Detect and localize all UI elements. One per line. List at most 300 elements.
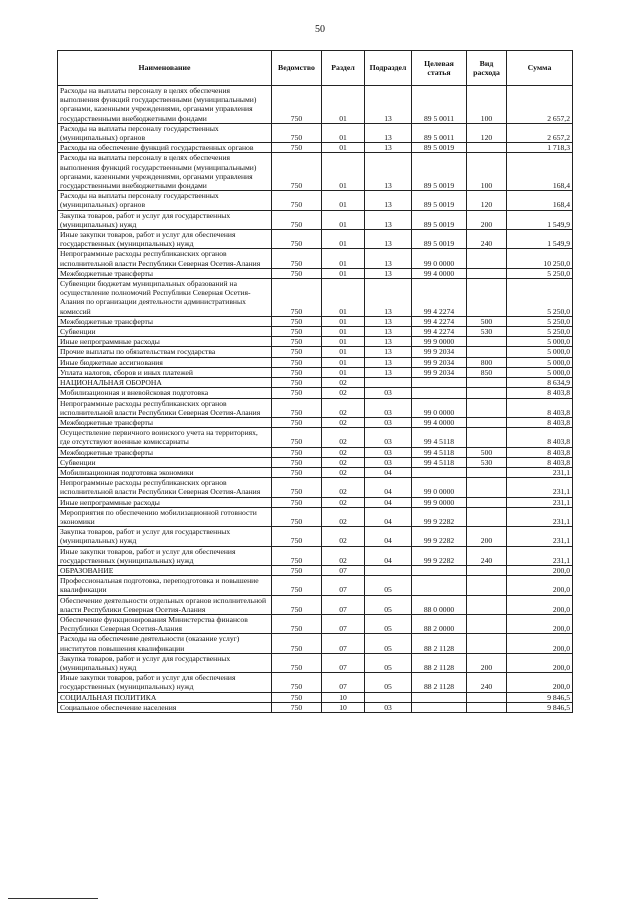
table-row bbox=[58, 337, 573, 347]
cell-vedomstvo: 750 bbox=[272, 327, 322, 337]
cell-name: Прочие выплаты по обязательствам государства bbox=[58, 347, 272, 357]
table-row bbox=[58, 527, 573, 546]
cell-sum: 231,1 bbox=[507, 546, 573, 565]
cell-name: Обеспечение деятельности отдельных органов исполнительной власти Республики Северная Осетия-Алания bbox=[58, 595, 272, 614]
cell-podrazdel: 13 bbox=[365, 279, 412, 317]
cell-podrazdel: 13 bbox=[365, 337, 412, 347]
cell-target-article bbox=[412, 388, 467, 398]
table-row bbox=[58, 692, 573, 702]
cell-target-article bbox=[412, 576, 467, 595]
cell-target-article: 99 9 2282 bbox=[412, 527, 467, 546]
cell-target-article: 99 9 0000 bbox=[412, 337, 467, 347]
header-razdel: Раздел bbox=[322, 51, 365, 86]
cell-target-article: 99 4 0000 bbox=[412, 268, 467, 278]
cell-podrazdel bbox=[365, 565, 412, 575]
table-row bbox=[58, 378, 573, 388]
cell-name: Мероприятия по обеспечению мобилизационной готовности экономики bbox=[58, 507, 272, 526]
cell-podrazdel: 05 bbox=[365, 653, 412, 672]
cell-target-article: 99 0 0000 bbox=[412, 249, 467, 268]
cell-sum: 9 846,5 bbox=[507, 702, 573, 712]
cell-razdel: 01 bbox=[322, 143, 365, 153]
cell-vedomstvo: 750 bbox=[272, 191, 322, 210]
cell-sum: 5 250,0 bbox=[507, 316, 573, 326]
cell-target-article: 89 5 0019 bbox=[412, 191, 467, 210]
cell-podrazdel: 13 bbox=[365, 86, 412, 124]
cell-name: Непрограммные расходы республиканских органов исполнительной власти Республики Северная Осетия-Алания bbox=[58, 249, 272, 268]
cell-vedomstvo: 750 bbox=[272, 210, 322, 229]
cell-vedomstvo: 750 bbox=[272, 153, 322, 191]
table-header-row bbox=[58, 51, 573, 86]
cell-razdel: 01 bbox=[322, 367, 365, 377]
page-number: 50 bbox=[315, 24, 325, 35]
cell-expense-type bbox=[467, 279, 507, 317]
cell-sum: 200,0 bbox=[507, 576, 573, 595]
cell-target-article bbox=[412, 702, 467, 712]
cell-target-article bbox=[412, 467, 467, 477]
cell-sum: 5 000,0 bbox=[507, 347, 573, 357]
table-row bbox=[58, 634, 573, 653]
cell-sum: 5 000,0 bbox=[507, 337, 573, 347]
cell-sum: 8 403,8 bbox=[507, 398, 573, 417]
cell-sum: 200,0 bbox=[507, 614, 573, 633]
cell-target-article: 89 5 0019 bbox=[412, 143, 467, 153]
cell-vedomstvo: 750 bbox=[272, 417, 322, 427]
cell-vedomstvo: 750 bbox=[272, 378, 322, 388]
cell-sum: 8 403,8 bbox=[507, 428, 573, 447]
cell-expense-type bbox=[467, 249, 507, 268]
cell-podrazdel: 03 bbox=[365, 398, 412, 417]
cell-target-article: 89 5 0019 bbox=[412, 210, 467, 229]
cell-target-article: 99 0 0000 bbox=[412, 478, 467, 497]
cell-name: Социальное обеспечение населения bbox=[58, 702, 272, 712]
table-row bbox=[58, 143, 573, 153]
table-row bbox=[58, 347, 573, 357]
cell-sum: 231,1 bbox=[507, 527, 573, 546]
cell-name: Непрограммные расходы республиканских органов исполнительной власти Республики Северная Осетия-Алания bbox=[58, 398, 272, 417]
cell-name: Осуществление первичного воинского учета на территориях, где отсутствуют военные комиссариаты bbox=[58, 428, 272, 447]
cell-name: Иные бюджетные ассигнования bbox=[58, 357, 272, 367]
cell-name: Иные непрограммные расходы bbox=[58, 497, 272, 507]
cell-razdel: 10 bbox=[322, 702, 365, 712]
cell-podrazdel: 13 bbox=[365, 249, 412, 268]
cell-razdel: 01 bbox=[322, 191, 365, 210]
cell-razdel: 07 bbox=[322, 614, 365, 633]
cell-name: Межбюджетные трансферты bbox=[58, 417, 272, 427]
cell-name: Мобилизационная подготовка экономики bbox=[58, 467, 272, 477]
cell-podrazdel: 13 bbox=[365, 191, 412, 210]
cell-razdel: 02 bbox=[322, 507, 365, 526]
cell-razdel: 02 bbox=[322, 447, 365, 457]
cell-target-article: 89 5 0011 bbox=[412, 123, 467, 142]
cell-name: Закупка товаров, работ и услуг для государственных (муниципальных) нужд bbox=[58, 527, 272, 546]
cell-vedomstvo: 750 bbox=[272, 673, 322, 692]
cell-podrazdel: 13 bbox=[365, 316, 412, 326]
table-row bbox=[58, 230, 573, 249]
cell-podrazdel: 13 bbox=[365, 268, 412, 278]
cell-expense-type: 100 bbox=[467, 153, 507, 191]
header-sum: Сумма bbox=[507, 51, 573, 86]
cell-name: Непрограммные расходы республиканских органов исполнительной власти Республики Северная Осетия-Алания bbox=[58, 478, 272, 497]
cell-expense-type: 530 bbox=[467, 327, 507, 337]
cell-podrazdel: 04 bbox=[365, 507, 412, 526]
cell-target-article: 88 0 0000 bbox=[412, 595, 467, 614]
cell-podrazdel: 13 bbox=[365, 210, 412, 229]
table-row bbox=[58, 507, 573, 526]
cell-podrazdel: 13 bbox=[365, 347, 412, 357]
cell-razdel: 07 bbox=[322, 565, 365, 575]
cell-podrazdel: 13 bbox=[365, 153, 412, 191]
cell-razdel: 02 bbox=[322, 417, 365, 427]
cell-target-article: 88 2 1128 bbox=[412, 634, 467, 653]
cell-name: Уплата налогов, сборов и иных платежей bbox=[58, 367, 272, 377]
cell-sum: 5 000,0 bbox=[507, 357, 573, 367]
table-row bbox=[58, 417, 573, 427]
cell-target-article: 99 9 0000 bbox=[412, 497, 467, 507]
cell-razdel: 01 bbox=[322, 316, 365, 326]
cell-expense-type bbox=[467, 378, 507, 388]
cell-podrazdel bbox=[365, 692, 412, 702]
cell-podrazdel: 03 bbox=[365, 702, 412, 712]
cell-vedomstvo: 750 bbox=[272, 497, 322, 507]
cell-podrazdel: 04 bbox=[365, 497, 412, 507]
header-vedomstvo: Ведомство bbox=[272, 51, 322, 86]
cell-expense-type: 200 bbox=[467, 653, 507, 672]
cell-razdel: 02 bbox=[322, 478, 365, 497]
cell-razdel: 01 bbox=[322, 268, 365, 278]
cell-expense-type: 200 bbox=[467, 210, 507, 229]
cell-expense-type bbox=[467, 692, 507, 702]
cell-name: НАЦИОНАЛЬНАЯ ОБОРОНА bbox=[58, 378, 272, 388]
cell-podrazdel: 04 bbox=[365, 527, 412, 546]
cell-name: Мобилизационная и вневойсковая подготовка bbox=[58, 388, 272, 398]
cell-expense-type bbox=[467, 478, 507, 497]
cell-vedomstvo: 750 bbox=[272, 428, 322, 447]
cell-expense-type: 240 bbox=[467, 673, 507, 692]
cell-razdel: 07 bbox=[322, 634, 365, 653]
cell-name: Расходы на обеспечение деятельности (оказание услуг) институтов повышения квалификации bbox=[58, 634, 272, 653]
cell-expense-type: 800 bbox=[467, 357, 507, 367]
cell-expense-type: 120 bbox=[467, 123, 507, 142]
cell-expense-type bbox=[467, 565, 507, 575]
table-row bbox=[58, 367, 573, 377]
cell-sum: 10 250,0 bbox=[507, 249, 573, 268]
cell-name: Иные непрограммные расходы bbox=[58, 337, 272, 347]
cell-sum: 200,0 bbox=[507, 595, 573, 614]
cell-vedomstvo: 750 bbox=[272, 230, 322, 249]
cell-name: Межбюджетные трансферты bbox=[58, 268, 272, 278]
cell-expense-type: 240 bbox=[467, 546, 507, 565]
table-row bbox=[58, 153, 573, 191]
cell-sum: 200,0 bbox=[507, 634, 573, 653]
cell-sum: 1 718,3 bbox=[507, 143, 573, 153]
cell-podrazdel: 03 bbox=[365, 388, 412, 398]
cell-sum: 231,1 bbox=[507, 478, 573, 497]
cell-sum: 231,1 bbox=[507, 497, 573, 507]
table-row bbox=[58, 576, 573, 595]
cell-expense-type bbox=[467, 702, 507, 712]
cell-target-article: 99 9 2034 bbox=[412, 367, 467, 377]
cell-target-article: 99 9 2282 bbox=[412, 546, 467, 565]
cell-expense-type bbox=[467, 388, 507, 398]
cell-sum: 9 846,5 bbox=[507, 692, 573, 702]
cell-vedomstvo: 750 bbox=[272, 507, 322, 526]
cell-sum: 2 657,2 bbox=[507, 123, 573, 142]
cell-name: Расходы на выплаты персоналу государственных (муниципальных) органов bbox=[58, 191, 272, 210]
cell-target-article: 89 5 0019 bbox=[412, 230, 467, 249]
cell-expense-type: 100 bbox=[467, 86, 507, 124]
cell-sum: 5 250,0 bbox=[507, 327, 573, 337]
cell-razdel: 02 bbox=[322, 527, 365, 546]
cell-target-article: 99 4 2274 bbox=[412, 279, 467, 317]
cell-razdel: 02 bbox=[322, 457, 365, 467]
cell-vedomstvo: 750 bbox=[272, 614, 322, 633]
cell-podrazdel: 03 bbox=[365, 447, 412, 457]
table-row bbox=[58, 86, 573, 124]
table-row bbox=[58, 191, 573, 210]
cell-target-article: 99 9 2034 bbox=[412, 357, 467, 367]
table-row bbox=[58, 457, 573, 467]
cell-sum: 8 403,8 bbox=[507, 417, 573, 427]
cell-target-article: 99 4 2274 bbox=[412, 316, 467, 326]
cell-name: Иные закупки товаров, работ и услуг для обеспечения государственных (муниципальных) нужд bbox=[58, 230, 272, 249]
cell-vedomstvo: 750 bbox=[272, 316, 322, 326]
header-podrazdel: Подраздел bbox=[365, 51, 412, 86]
cell-razdel: 07 bbox=[322, 673, 365, 692]
table-row bbox=[58, 398, 573, 417]
cell-podrazdel: 05 bbox=[365, 614, 412, 633]
cell-vedomstvo: 750 bbox=[272, 457, 322, 467]
table-row bbox=[58, 565, 573, 575]
cell-target-article bbox=[412, 692, 467, 702]
cell-vedomstvo: 750 bbox=[272, 565, 322, 575]
cell-podrazdel: 04 bbox=[365, 478, 412, 497]
cell-razdel: 01 bbox=[322, 337, 365, 347]
cell-target-article: 89 5 0019 bbox=[412, 153, 467, 191]
cell-target-article: 88 2 1128 bbox=[412, 653, 467, 672]
cell-sum: 5 250,0 bbox=[507, 279, 573, 317]
cell-podrazdel: 13 bbox=[365, 327, 412, 337]
cell-sum: 8 403,8 bbox=[507, 457, 573, 467]
cell-podrazdel: 05 bbox=[365, 576, 412, 595]
cell-vedomstvo: 750 bbox=[272, 595, 322, 614]
budget-table bbox=[57, 50, 573, 713]
table-row bbox=[58, 316, 573, 326]
cell-expense-type: 500 bbox=[467, 447, 507, 457]
table-row bbox=[58, 653, 573, 672]
cell-sum: 200,0 bbox=[507, 673, 573, 692]
cell-vedomstvo: 750 bbox=[272, 398, 322, 417]
cell-razdel: 07 bbox=[322, 653, 365, 672]
cell-podrazdel bbox=[365, 378, 412, 388]
cell-name: Расходы на выплаты персоналу в целях обеспечения выполнения функций государственными (муниципальными) органами, казенными учреждениями, органами управления государственными внебюджетными фондами bbox=[58, 86, 272, 124]
cell-expense-type bbox=[467, 337, 507, 347]
cell-sum: 2 657,2 bbox=[507, 86, 573, 124]
table-row bbox=[58, 327, 573, 337]
table-row bbox=[58, 702, 573, 712]
cell-target-article: 99 4 0000 bbox=[412, 417, 467, 427]
cell-target-article: 99 0 0000 bbox=[412, 398, 467, 417]
cell-vedomstvo: 750 bbox=[272, 357, 322, 367]
cell-razdel: 01 bbox=[322, 86, 365, 124]
table-row bbox=[58, 595, 573, 614]
cell-razdel: 07 bbox=[322, 595, 365, 614]
cell-sum: 8 403,8 bbox=[507, 447, 573, 457]
table-row bbox=[58, 497, 573, 507]
cell-target-article bbox=[412, 565, 467, 575]
cell-podrazdel: 05 bbox=[365, 673, 412, 692]
cell-podrazdel: 05 bbox=[365, 595, 412, 614]
cell-vedomstvo: 750 bbox=[272, 447, 322, 457]
cell-name: Закупка товаров, работ и услуг для государственных (муниципальных) нужд bbox=[58, 653, 272, 672]
cell-razdel: 01 bbox=[322, 153, 365, 191]
cell-sum: 8 634,9 bbox=[507, 378, 573, 388]
cell-razdel: 01 bbox=[322, 357, 365, 367]
cell-target-article: 88 2 0000 bbox=[412, 614, 467, 633]
cell-podrazdel: 03 bbox=[365, 428, 412, 447]
cell-expense-type bbox=[467, 497, 507, 507]
cell-podrazdel: 03 bbox=[365, 457, 412, 467]
header-target-article: Целевая статья bbox=[412, 51, 467, 86]
cell-sum: 5 250,0 bbox=[507, 268, 573, 278]
cell-target-article: 99 4 5118 bbox=[412, 447, 467, 457]
table-row bbox=[58, 123, 573, 142]
cell-target-article: 88 2 1128 bbox=[412, 673, 467, 692]
table-row bbox=[58, 447, 573, 457]
cell-vedomstvo: 750 bbox=[272, 268, 322, 278]
cell-name: Межбюджетные трансферты bbox=[58, 447, 272, 457]
cell-expense-type bbox=[467, 428, 507, 447]
cell-name: ОБРАЗОВАНИЕ bbox=[58, 565, 272, 575]
cell-razdel: 01 bbox=[322, 210, 365, 229]
cell-expense-type bbox=[467, 595, 507, 614]
cell-name: Обеспечение функционирования Министерства финансов Республики Северная Осетия-Алания bbox=[58, 614, 272, 633]
cell-razdel: 02 bbox=[322, 398, 365, 417]
cell-name: Межбюджетные трансферты bbox=[58, 316, 272, 326]
cell-sum: 231,1 bbox=[507, 507, 573, 526]
cell-sum: 1 549,9 bbox=[507, 230, 573, 249]
cell-vedomstvo: 750 bbox=[272, 143, 322, 153]
cell-razdel: 02 bbox=[322, 546, 365, 565]
cell-vedomstvo: 750 bbox=[272, 692, 322, 702]
cell-vedomstvo: 750 bbox=[272, 576, 322, 595]
table-row bbox=[58, 268, 573, 278]
cell-vedomstvo: 750 bbox=[272, 467, 322, 477]
table-row bbox=[58, 546, 573, 565]
cell-target-article: 99 4 5118 bbox=[412, 428, 467, 447]
header-name: Наименование bbox=[58, 51, 272, 86]
cell-podrazdel: 13 bbox=[365, 230, 412, 249]
cell-razdel: 01 bbox=[322, 279, 365, 317]
cell-razdel: 01 bbox=[322, 327, 365, 337]
cell-expense-type bbox=[467, 576, 507, 595]
cell-expense-type: 500 bbox=[467, 316, 507, 326]
cell-vedomstvo: 750 bbox=[272, 527, 322, 546]
cell-expense-type bbox=[467, 614, 507, 633]
cell-target-article: 99 9 2282 bbox=[412, 507, 467, 526]
cell-vedomstvo: 750 bbox=[272, 653, 322, 672]
cell-name: Субвенции bbox=[58, 457, 272, 467]
cell-podrazdel: 13 bbox=[365, 123, 412, 142]
cell-sum: 200,0 bbox=[507, 653, 573, 672]
cell-target-article: 99 4 5118 bbox=[412, 457, 467, 467]
cell-vedomstvo: 750 bbox=[272, 347, 322, 357]
cell-name: Иные закупки товаров, работ и услуг для обеспечения государственных (муниципальных) нужд bbox=[58, 673, 272, 692]
cell-vedomstvo: 750 bbox=[272, 634, 322, 653]
cell-expense-type: 530 bbox=[467, 457, 507, 467]
table-row bbox=[58, 210, 573, 229]
table-row bbox=[58, 673, 573, 692]
cell-vedomstvo: 750 bbox=[272, 367, 322, 377]
cell-sum: 231,1 bbox=[507, 467, 573, 477]
cell-podrazdel: 13 bbox=[365, 367, 412, 377]
cell-razdel: 07 bbox=[322, 576, 365, 595]
cell-razdel: 01 bbox=[322, 230, 365, 249]
cell-target-article bbox=[412, 378, 467, 388]
footer-line bbox=[8, 898, 98, 899]
cell-expense-type bbox=[467, 507, 507, 526]
cell-vedomstvo: 750 bbox=[272, 249, 322, 268]
cell-sum: 8 403,8 bbox=[507, 388, 573, 398]
table-row bbox=[58, 614, 573, 633]
cell-expense-type: 120 bbox=[467, 191, 507, 210]
table-row bbox=[58, 478, 573, 497]
cell-name: Субвенции бюджетам муниципальных образований на осуществление полномочий Республики Северная Осетия-Алания по организации деятельности административных комиссий bbox=[58, 279, 272, 317]
table-row bbox=[58, 279, 573, 317]
cell-podrazdel: 05 bbox=[365, 634, 412, 653]
cell-razdel: 02 bbox=[322, 388, 365, 398]
table-row bbox=[58, 467, 573, 477]
cell-name: Иные закупки товаров, работ и услуг для обеспечения государственных (муниципальных) нужд bbox=[58, 546, 272, 565]
cell-razdel: 02 bbox=[322, 467, 365, 477]
cell-target-article: 99 9 2034 bbox=[412, 347, 467, 357]
cell-name: СОЦИАЛЬНАЯ ПОЛИТИКА bbox=[58, 692, 272, 702]
cell-sum: 168,4 bbox=[507, 191, 573, 210]
table-body bbox=[58, 86, 573, 713]
cell-podrazdel: 03 bbox=[365, 417, 412, 427]
table-row bbox=[58, 357, 573, 367]
cell-podrazdel: 13 bbox=[365, 357, 412, 367]
cell-sum: 1 549,9 bbox=[507, 210, 573, 229]
cell-vedomstvo: 750 bbox=[272, 546, 322, 565]
cell-target-article: 99 4 2274 bbox=[412, 327, 467, 337]
header-expense-type: Вид расхода bbox=[467, 51, 507, 86]
table-row bbox=[58, 249, 573, 268]
cell-name: Профессиональная подготовка, переподготовка и повышение квалификации bbox=[58, 576, 272, 595]
cell-podrazdel: 04 bbox=[365, 546, 412, 565]
cell-vedomstvo: 750 bbox=[272, 702, 322, 712]
cell-expense-type: 240 bbox=[467, 230, 507, 249]
cell-expense-type bbox=[467, 347, 507, 357]
cell-vedomstvo: 750 bbox=[272, 123, 322, 142]
cell-razdel: 01 bbox=[322, 347, 365, 357]
cell-sum: 168,4 bbox=[507, 153, 573, 191]
cell-razdel: 02 bbox=[322, 497, 365, 507]
cell-vedomstvo: 750 bbox=[272, 279, 322, 317]
table-row bbox=[58, 428, 573, 447]
cell-expense-type bbox=[467, 634, 507, 653]
cell-razdel: 01 bbox=[322, 249, 365, 268]
cell-podrazdel: 13 bbox=[365, 143, 412, 153]
cell-name: Закупка товаров, работ и услуг для государственных (муниципальных) нужд bbox=[58, 210, 272, 229]
cell-expense-type: 850 bbox=[467, 367, 507, 377]
cell-sum: 5 000,0 bbox=[507, 367, 573, 377]
cell-sum: 200,0 bbox=[507, 565, 573, 575]
cell-razdel: 02 bbox=[322, 428, 365, 447]
cell-name: Расходы на выплаты персоналу государственных (муниципальных) органов bbox=[58, 123, 272, 142]
cell-vedomstvo: 750 bbox=[272, 86, 322, 124]
cell-expense-type bbox=[467, 143, 507, 153]
cell-expense-type bbox=[467, 268, 507, 278]
